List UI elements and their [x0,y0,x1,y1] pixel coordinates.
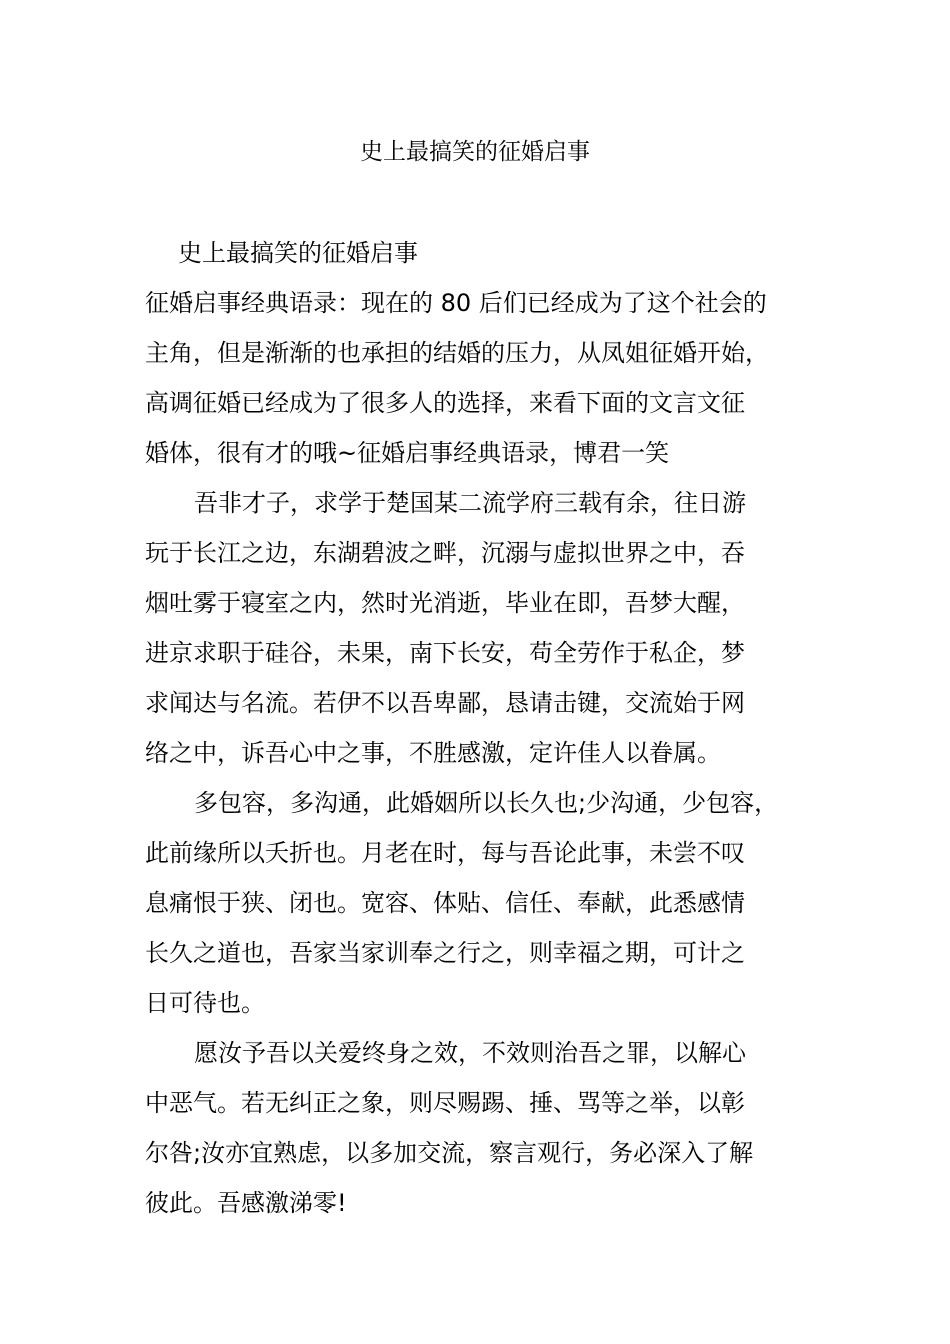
text-line: 彼此。吾感激涕零! [145,1189,347,1217]
text-line: 玩于长江之边，东湖碧波之畔，沉溺与虚拟世界之中，吞 [145,539,745,567]
text-line: 长久之道也，吾家当家训奉之行之，则幸福之期，可计之 [145,939,745,967]
text-line: 络之中，诉吾心中之事，不胜感激，定许佳人以眷属。 [145,739,721,767]
text-line: 息痛恨于狭、闭也。宽容、体贴、信任、奉献，此悉感情 [145,889,745,917]
text-line: 史上最搞笑的征婚启事 [178,239,418,267]
text-line: 进京求职于硅谷，未果，南下长安，苟全劳作于私企，梦 [145,639,745,667]
document-title: 史上最搞笑的征婚启事 [360,139,590,165]
document-body [145,228,810,1228]
text-line: 烟吐雾于寝室之内，然时光消逝，毕业在即，吾梦大醒， [145,589,745,617]
text-line: 主角，但是渐渐的也承担的结婚的压力，从凤姐征婚开始， [145,339,769,367]
text-line: 此前缘所以夭折也。月老在时，每与吾论此事，未尝不叹 [145,839,745,867]
text-line: 吾非才子，求学于楚国某二流学府三载有余，往日游 [194,489,746,517]
text-line: 高调征婚已经成为了很多人的选择，来看下面的文言文征 [145,389,745,417]
text-line: 多包容，多沟通，此婚姻所以长久也;少沟通，少包容， [194,789,779,817]
text-line: 日可待也。 [145,989,265,1017]
text-line: 尔咎;汝亦宜熟虑，以多加交流，察言观行，务必深入了解 [145,1139,754,1167]
text-line: 求闻达与名流。若伊不以吾卑鄙，恳请击键，交流始于网 [145,689,745,717]
text-line: 愿汝予吾以关爱终身之效，不效则治吾之罪，以解心 [194,1039,746,1067]
text-line: 征婚启事经典语录：现在的 80 后们已经成为了这个社会的 [145,289,767,317]
text-line: 婚体，很有才的哦~征婚启事经典语录，博君一笑 [145,439,670,467]
text-line: 中恶气。若无纠正之象，则尽赐踢、捶、骂等之举，以彰 [145,1089,745,1117]
